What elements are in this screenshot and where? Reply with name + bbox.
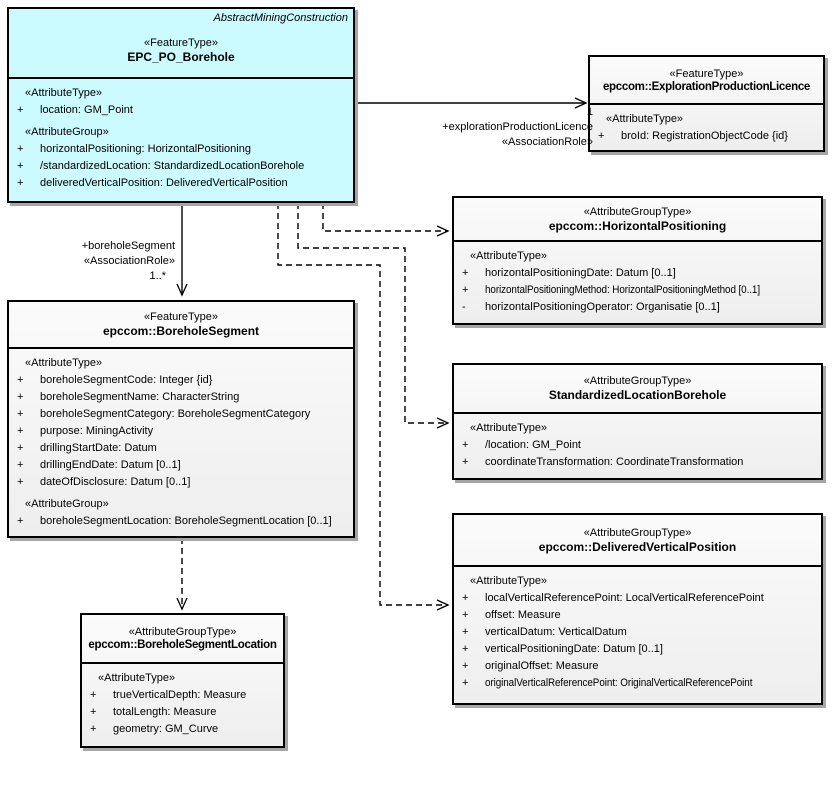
class-standardized-location-borehole[interactable]	[452, 363, 823, 480]
attribute-text: horizontalPositioningMethod: HorizontalPositioningMethod [0..1]	[485, 284, 761, 296]
visibility: -	[462, 301, 466, 313]
attribute-row	[454, 607, 821, 624]
attribute-text: geometry: GM_Curve	[113, 723, 219, 735]
visibility: +	[462, 592, 469, 604]
attribute-row	[454, 675, 821, 692]
attribute-row	[9, 389, 353, 406]
visibility: +	[17, 476, 24, 488]
class-name: epccom::HorizontalPositioning	[548, 218, 727, 233]
stereotype-heading: «AttributeType»	[606, 113, 684, 125]
visibility: +	[17, 459, 24, 471]
visibility: +	[598, 130, 605, 142]
attributes-compartment	[9, 77, 353, 192]
attribute-row	[454, 624, 821, 641]
stereotype-heading: «AttributeGroup»	[25, 126, 109, 138]
attribute-text: originalVerticalReferencePoint: OriginalVerticalReferencePoint	[485, 677, 753, 689]
association-stereotype: «AssociationRole»	[501, 136, 593, 148]
attribute-row	[590, 128, 823, 145]
attribute-text: drillingStartDate: Datum	[40, 442, 157, 454]
attribute-text: totalLength: Measure	[113, 706, 217, 718]
attribute-text: verticalDatum: VerticalDatum	[485, 626, 627, 638]
attribute-text: boreholeSegmentName: CharacterString	[40, 391, 240, 403]
attribute-row	[9, 175, 353, 192]
attribute-text: /location: GM_Point	[485, 439, 581, 451]
visibility: +	[462, 677, 469, 689]
class-stereotype: «FeatureType»	[144, 311, 218, 323]
attribute-text: boreholeSegmentLocation: BoreholeSegmentLocation [0..1]	[40, 515, 332, 527]
attribute-row	[9, 423, 353, 440]
attribute-row	[454, 299, 821, 316]
visibility: +	[462, 284, 469, 296]
visibility: +	[462, 439, 469, 451]
visibility: +	[462, 660, 469, 672]
attribute-text: horizontalPositioningOperator: Organisatie [0..1]	[485, 301, 720, 313]
attribute-row	[9, 457, 353, 474]
attribute-text: /standardizedLocation: StandardizedLocationBorehole	[40, 160, 305, 172]
attribute-row	[9, 513, 353, 530]
attribute-text: horizontalPositioning: HorizontalPositioning	[40, 143, 251, 155]
class-name: EPC_PO_Borehole	[127, 49, 235, 64]
class-borehole-segment[interactable]	[7, 300, 355, 538]
visibility: +	[462, 267, 469, 279]
class-epc-po-borehole[interactable]	[7, 7, 355, 203]
attribute-row	[9, 372, 353, 389]
class-name: epccom::ExplorationProductionLicence	[602, 80, 811, 93]
class-stereotype: «AttributeGroupType»	[583, 526, 692, 539]
visibility: +	[17, 160, 24, 172]
visibility: +	[90, 723, 97, 735]
visibility: +	[462, 609, 469, 621]
attribute-text: originalOffset: Measure	[485, 660, 599, 672]
stereotype-heading: «AttributeType»	[470, 250, 548, 262]
visibility: +	[90, 689, 97, 701]
attribute-row	[9, 440, 353, 457]
target-role-name: +boreholeSegment	[81, 240, 175, 252]
class-horizontal-positioning[interactable]	[452, 196, 823, 325]
class-stereotype: «AttributeGroupType»	[128, 626, 237, 638]
attribute-text: boreholeSegmentCategory: BoreholeSegmentCategory	[40, 408, 311, 420]
attribute-text: broId: RegistrationObjectCode {id}	[621, 130, 788, 142]
attribute-row	[82, 687, 283, 704]
attribute-row	[9, 406, 353, 423]
association-label-borehole-segment	[0, 239, 175, 284]
visibility: +	[462, 626, 469, 638]
class-stereotype: «FeatureType»	[669, 67, 744, 80]
class-stereotype: «AttributeGroupType»	[583, 205, 692, 218]
attribute-text: dateOfDisclosure: Datum [0..1]	[40, 476, 191, 488]
attribute-text: offset: Measure	[485, 609, 561, 621]
attribute-text: boreholeSegmentCode: Integer {id}	[40, 374, 213, 386]
attributes-compartment	[454, 240, 821, 316]
stereotype-heading: «AttributeGroup»	[25, 498, 109, 510]
attribute-row	[454, 590, 821, 607]
stereotype-heading: «AttributeType»	[470, 422, 548, 434]
visibility: +	[17, 442, 24, 454]
class-name: epccom::DeliveredVerticalPosition	[538, 539, 737, 554]
attribute-text: drillingEndDate: Datum [0..1]	[40, 459, 181, 471]
attribute-row	[9, 102, 353, 119]
attribute-row	[9, 474, 353, 491]
attributes-compartment	[82, 662, 283, 738]
attribute-text: location: GM_Point	[40, 104, 133, 116]
attributes-compartment	[454, 565, 821, 692]
visibility: +	[17, 408, 24, 420]
attribute-row	[454, 282, 821, 299]
visibility: +	[17, 374, 24, 386]
stereotype-heading: «AttributeType»	[470, 575, 548, 587]
class-name: epccom::BoreholeSegment	[102, 324, 260, 338]
association-label-exploration-production-licence	[340, 105, 593, 150]
association-stereotype: «AssociationRole»	[83, 255, 175, 267]
class-stereotype: «FeatureType»	[144, 36, 218, 49]
target-multiplicity: 1..*	[149, 270, 166, 282]
class-stereotype: «AttributeGroupType»	[583, 375, 692, 387]
target-multiplicity: 1	[586, 106, 593, 118]
parent-tag: AbstractMiningConstruction	[213, 12, 348, 24]
attributes-compartment	[590, 103, 823, 145]
attribute-text: localVerticalReferencePoint: LocalVerticalReferencePoint	[485, 592, 764, 604]
attribute-row	[454, 265, 821, 282]
attributes-compartment	[454, 412, 821, 471]
visibility: +	[17, 104, 24, 116]
attribute-row	[454, 658, 821, 675]
class-name: epccom::BoreholeSegmentLocation	[88, 639, 277, 651]
attribute-row	[82, 704, 283, 721]
target-role-name: +explorationProductionLicence	[442, 121, 593, 133]
visibility: +	[462, 643, 469, 655]
attribute-text: horizontalPositioningDate: Datum [0..1]	[485, 267, 676, 279]
class-name: StandardizedLocationBorehole	[548, 388, 727, 402]
attribute-row	[9, 158, 353, 175]
class-delivered-vertical-position[interactable]	[452, 513, 823, 705]
attributes-compartment	[9, 347, 353, 530]
attribute-text: trueVerticalDepth: Measure	[113, 689, 247, 701]
stereotype-heading: «AttributeType»	[25, 87, 103, 99]
visibility: +	[17, 177, 24, 189]
attribute-text: deliveredVerticalPosition: DeliveredVerticalPosition	[40, 177, 288, 189]
visibility: +	[17, 143, 24, 155]
stereotype-heading: «AttributeType»	[25, 357, 103, 369]
visibility: +	[17, 391, 24, 403]
attribute-row	[454, 454, 821, 471]
visibility: +	[17, 425, 24, 437]
attribute-row	[454, 437, 821, 454]
visibility: +	[17, 515, 24, 527]
attribute-text: verticalPositioningDate: Datum [0..1]	[485, 643, 663, 655]
attribute-text: coordinateTransformation: CoordinateTransformation	[485, 456, 744, 468]
dependency-horizontal-positioning[interactable]	[323, 203, 448, 231]
stereotype-heading: «AttributeType»	[98, 672, 176, 684]
class-exploration-production-licence[interactable]	[588, 55, 825, 152]
class-borehole-segment-location[interactable]	[80, 613, 285, 748]
attribute-row	[82, 721, 283, 738]
visibility: +	[462, 456, 469, 468]
attribute-row	[9, 141, 353, 158]
visibility: +	[90, 706, 97, 718]
attribute-row	[454, 641, 821, 658]
attribute-text: purpose: MiningActivity	[40, 425, 154, 437]
